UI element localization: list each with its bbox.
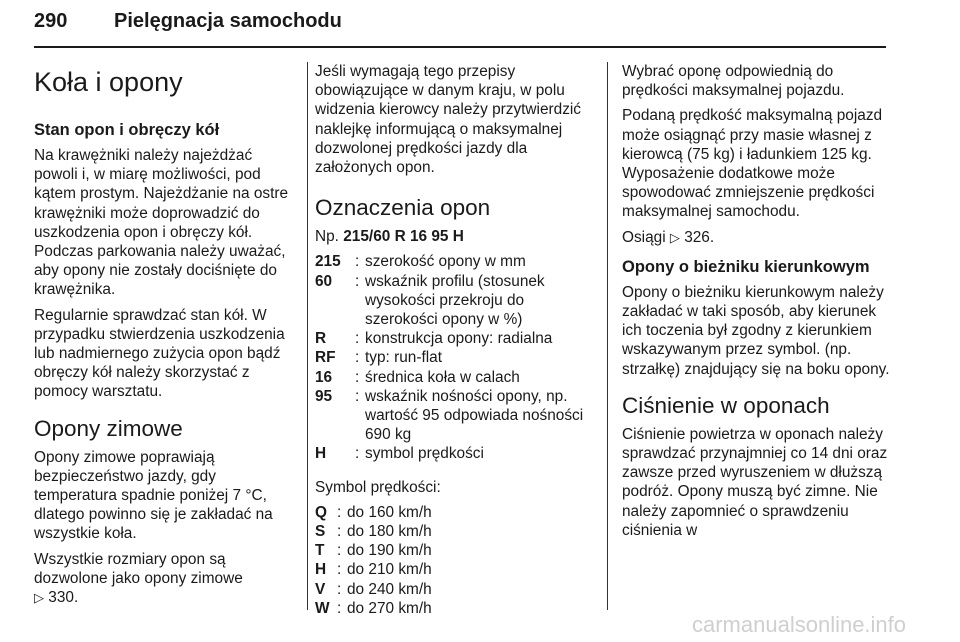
chapter-title: Pielęgnacja samochodu [114, 10, 342, 32]
paragraph: Wybrać oponę odpowiednią do prędkości maksymalnej pojazdu. [622, 63, 845, 100]
page-reference[interactable]: 326. [684, 228, 715, 246]
definition-term: 215 [315, 253, 341, 271]
example-prefix: Np. [315, 228, 339, 246]
heading-tire-markings: Oznaczenia opon [315, 195, 491, 221]
subheading-tire-condition: Stan opon i obręczy kół [34, 121, 220, 139]
speed-colon: : [337, 561, 342, 579]
definition-colon: : [355, 368, 360, 386]
column-2 [315, 62, 591, 618]
definition-colon: : [355, 330, 360, 348]
definition-desc: symbol prędkości [365, 445, 484, 463]
speed-desc: do 240 km/h [347, 580, 432, 598]
page-reference[interactable]: 330. [48, 589, 79, 607]
speed-desc: do 210 km/h [347, 561, 432, 579]
column-divider-2 [607, 62, 608, 610]
speed-colon: : [337, 503, 342, 521]
example-code: 215/60 R 16 95 H [343, 228, 464, 246]
definition-desc: typ: run-flat [365, 349, 442, 367]
definition-colon: : [355, 272, 360, 290]
definition-term: R [315, 330, 327, 348]
definition-row [315, 348, 591, 367]
heading-winter-tires: Opony zimowe [34, 415, 183, 441]
definition-row [315, 387, 591, 445]
speed-term: H [315, 561, 327, 579]
definition-term: 95 [315, 387, 333, 405]
definition-colon: : [355, 387, 360, 405]
speed-term: T [315, 542, 325, 560]
speed-colon: : [337, 542, 342, 560]
definition-term: 16 [315, 368, 333, 386]
column-1 [34, 62, 300, 613]
definition-list [315, 252, 591, 463]
definition-desc: wskaźnik nośności opony, np. wartość 95 odpowiada nośności 690 kg [365, 387, 584, 444]
paragraph [34, 550, 300, 608]
definition-row [315, 444, 591, 463]
paragraph-text: Osiągi [622, 228, 666, 246]
speed-term: S [315, 523, 326, 541]
definition-row [315, 272, 591, 330]
column-3 [622, 62, 890, 546]
heading-tire-pressure: Ciśnienie w oponach [622, 392, 830, 418]
speed-term: Q [315, 503, 327, 521]
paragraph-text: Wszystkie rozmiary opon są dozwolone jako opony zimowe [34, 550, 243, 587]
paragraph: Jeśli wymagają tego przepisy obowiązujące w danym kraju, w polu widzenia kierowcy należy przytwierdzić naklejkę informującą o maksymalnej dozwolonej prędkości jazdy dla założonych opon. [315, 63, 582, 177]
header-rule [34, 46, 886, 48]
speed-list [315, 503, 591, 618]
section-title: Koła i opony [34, 67, 183, 97]
paragraph [622, 228, 890, 247]
definition-row [315, 329, 591, 348]
paragraph: Ciśnienie powietrza w oponach należy sprawdzać przynajmniej co 14 dni oraz zawsze przed wyruszeniem w dłuższą podróż. Opony muszą być zimne. Nie należy zapomnieć o sprawdzeniu ciśnienia w [622, 425, 888, 539]
example-line [315, 227, 591, 246]
speed-row [315, 503, 591, 522]
definition-desc: szerokość opony w mm [365, 253, 526, 271]
reference-arrow-icon[interactable]: ▷ [669, 229, 680, 245]
definition-desc: konstrukcja opony: radialna [365, 330, 553, 348]
speed-row [315, 599, 591, 618]
speed-colon: : [337, 599, 342, 617]
page-number: 290 [34, 10, 68, 32]
definition-colon: : [355, 253, 360, 271]
speed-symbol-intro: Symbol prędkości: [315, 478, 441, 496]
speed-term: W [315, 599, 330, 617]
watermark-text: carmanualsonline.info [692, 612, 907, 637]
definition-colon: : [355, 445, 360, 463]
definition-row [315, 368, 591, 387]
speed-desc: do 270 km/h [347, 599, 432, 617]
paragraph: Regularnie sprawdzać stan kół. W przypadku stwierdzenia uszkodzenia lub nadmiernego zużycia opon bądź obręczy kół należy skorzystać z pomocy warsztatu. [34, 306, 285, 401]
speed-row [315, 541, 591, 560]
speed-desc: do 160 km/h [347, 503, 432, 521]
definition-desc: wskaźnik profilu (stosunek wysokości przekroju do szerokości opony w %) [365, 272, 545, 329]
speed-colon: : [337, 580, 342, 598]
definition-desc: średnica koła w calach [365, 368, 520, 386]
subheading-directional-tires: Opony o bieżniku kierunkowym [622, 257, 870, 276]
definition-term: RF [315, 349, 336, 367]
speed-term: V [315, 580, 326, 598]
speed-colon: : [337, 523, 342, 541]
page-header [34, 8, 886, 48]
speed-desc: do 180 km/h [347, 523, 432, 541]
definition-row [315, 252, 591, 271]
reference-arrow-icon[interactable]: ▷ [34, 590, 44, 606]
definition-colon: : [355, 349, 360, 367]
definition-term: 60 [315, 272, 333, 290]
column-divider-1 [307, 62, 308, 610]
paragraph: Opony zimowe poprawiają bezpieczeństwo jazdy, gdy temperatura spadnie poniżej 7 °C, dlatego powinno się je zakładać na wszystkie koła. [34, 448, 273, 543]
paragraph: Podaną prędkość maksymalną pojazd może osiągnąć przy masie własnej z kierowcą (75 kg) i ładunkiem 125 kg. Wyposażenie dodatkowe może spowodować zmniejszenie prędkości maksymalnej samochodu. [622, 107, 883, 221]
speed-desc: do 190 km/h [347, 542, 432, 560]
speed-row [315, 522, 591, 541]
speed-row [315, 580, 591, 599]
definition-term: H [315, 445, 327, 463]
paragraph: Na krawężniki należy najeżdżać powoli i, w miarę możliwości, pod kątem prostym. Najeżdżanie na ostre krawężniki może doprowadzić do uszkodzenia opon i obręczy kół. Podczas parkowania należy uważać, aby opony nie zostały dociśnięte do krawężnika. [34, 147, 289, 299]
paragraph: Opony o bieżniku kierunkowym należy zakładać w taki sposób, aby kierunek ich toczenia był zgodny z kierunkiem wskazywanym przez symbol. (np. strzałkę) znajdujący się na boku opony. [622, 283, 890, 378]
speed-row [315, 560, 591, 579]
